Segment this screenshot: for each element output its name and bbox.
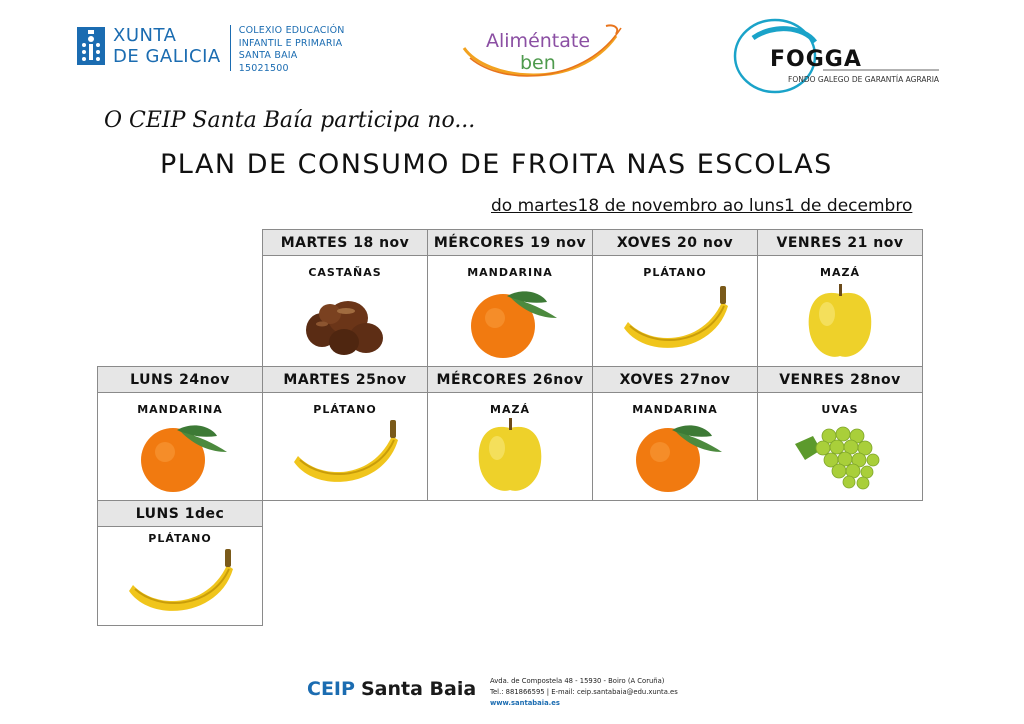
alimentate-ben-logo [456,18,626,90]
calendar-cell [427,366,593,501]
xunta-line1: XUNTA [113,25,177,46]
calendar-cell [757,366,923,501]
intro-text: O CEIP Santa Baía participa no... [104,108,476,133]
apple-image [445,414,575,494]
page-title: PLAN DE CONSUMO DE FROITA NAS ESCOLAS [160,149,833,180]
banana-image [280,414,410,494]
footer-address: Avda. de Compostela 48 - 15930 - Boiro (A Coruña) [490,677,665,685]
banana-image [610,280,740,360]
day-label: MÉRCORES 26nov [428,367,592,393]
calendar-cell [262,366,428,501]
xunta-name [113,25,221,67]
footer-phone-email: Tel.: 881866595 | E-mail: ceip.santabaia@edu.xunta.es [490,688,678,696]
calendar-cell [757,229,923,367]
footer-brand-ceip: CEIP [307,678,355,700]
day-label: LUNS 24nov [98,367,262,393]
fruit-name: PLÁTANO [313,403,377,416]
chestnuts-image [280,280,410,360]
xunta-logo [77,25,345,75]
calendar-cell [97,366,263,501]
fruit-name: MANDARINA [467,266,553,279]
mandarin-image [115,414,245,494]
calendar-cell [592,366,758,501]
grapes-image [775,414,905,494]
fogga-logo [733,14,953,94]
school-code: 15021500 [238,62,289,74]
school-line1: COLEXIO EDUCACIÓN [238,25,345,36]
footer-brand [307,678,476,700]
day-label: LUNS 1dec [98,501,262,527]
ben-word: ben [520,52,556,74]
day-label: MARTES 18 nov [263,230,427,256]
fruit-name: MANDARINA [632,403,718,416]
fruit-name: PLÁTANO [643,266,707,279]
day-label: MÉRCORES 19 nov [428,230,592,256]
mandarin-image [610,414,740,494]
day-label: MARTES 25nov [263,367,427,393]
date-range: do martes18 de novembro ao luns1 de decembro [491,196,913,216]
calendar-cell [97,500,263,626]
fruit-name: MANDARINA [137,403,223,416]
calendar-cell [592,229,758,367]
day-label: XOVES 27nov [593,367,757,393]
fogga-title: FOGGA [770,47,862,72]
footer-contact [490,676,678,709]
footer-brand-name: Santa Baia [360,678,477,700]
alimentate-word: Aliméntate [486,30,591,52]
footer-website-link[interactable]: www.santabaia.es [490,699,560,707]
banana-image [115,543,245,623]
day-label: VENRES 28nov [758,367,922,393]
fruit-name: MAZÁ [820,266,860,279]
school-line2: INFANTIL E PRIMARIA [238,37,343,49]
mandarin-image [445,280,575,360]
fruit-name: PLÁTANO [148,532,212,545]
calendar-cell [427,229,593,367]
day-label: VENRES 21 nov [758,230,922,256]
fogga-subtitle: FONDO GALEGO DE GARANTÍA AGRARIA [788,75,940,84]
apple-image [775,280,905,360]
header-divider [230,25,231,71]
galicia-shield-icon [77,27,105,65]
school-line3: SANTA BAIA [238,50,298,61]
school-info [239,25,345,75]
fruit-name: UVAS [821,403,859,416]
fruit-name: MAZÁ [490,403,530,416]
xunta-line2: DE GALICIA [113,46,221,67]
calendar-cell [262,229,428,367]
day-label: XOVES 20 nov [593,230,757,256]
fruit-name: CASTAÑAS [308,266,382,279]
